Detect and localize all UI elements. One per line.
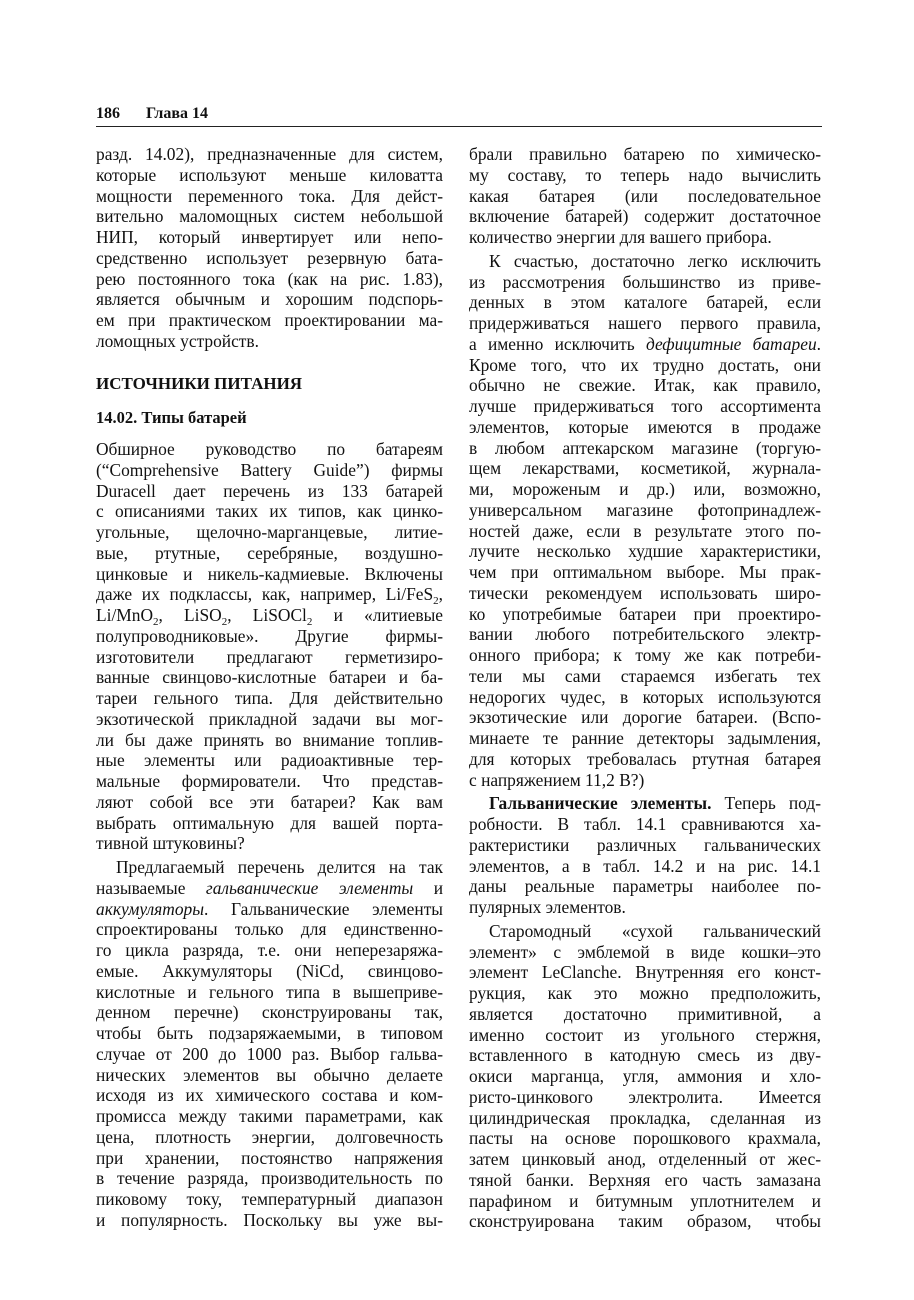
text-line: элемент LeClanche. Внутренняя его конст- xyxy=(469,962,821,983)
paragraph-lines xyxy=(469,355,821,791)
text-line: Старомодный «сухой гальванический xyxy=(489,920,821,941)
text-line: денном перечне) сконструированы так, xyxy=(96,1002,443,1023)
text-line: даны реальные параметры наиболее по- xyxy=(469,876,821,897)
text-line: емые. Аккумуляторы (NiCd, свинцово- xyxy=(96,960,443,981)
text-line: разд. 14.02), предназначенные для систем, xyxy=(96,144,443,164)
text-line: элементов, которые имеются в продаже xyxy=(469,416,821,437)
paragraph-galvanic-cells xyxy=(469,793,821,918)
text-line: ко употребимые батареи при проектиро- xyxy=(469,603,821,624)
text-line: тели мы сами стараемся избегать тех xyxy=(469,665,821,686)
text-line: Li/MnO$_2$, LiSO$_2$, LiSOCl$_2$ и «литиевые xyxy=(96,605,443,628)
text-line: которые используют меньше киловатта xyxy=(96,164,443,185)
text-line: лучите несколько худшие характеристики, xyxy=(469,541,821,562)
text-line: го цикла разряда, т.е. они неперезаряжа- xyxy=(96,940,443,960)
text-line: в течение разряда, производительность по xyxy=(96,1168,443,1189)
text-line: экзотические или дорогие батареи. (Вспо- xyxy=(469,707,821,728)
text-line: вые, ртутные, серебряные, воздушно- xyxy=(96,542,443,563)
text-line: чтобы быть подзаряжаемыми, в типовом xyxy=(96,1023,443,1043)
text-line: сконструирована таким образом, чтобы xyxy=(469,1211,821,1232)
text-line: денных в этом каталоге батарей, если xyxy=(469,292,821,313)
text-line: экзотической прикладной задачи вы мог- xyxy=(96,708,443,729)
text-line: Предлагаемый перечень делится на так xyxy=(116,857,443,877)
text-line: мощности переменного тока. Для дейст- xyxy=(96,185,443,206)
text-line: с напряжением 11,2 В?) xyxy=(469,769,645,790)
chapter-title: Глава 14 xyxy=(146,105,208,122)
text-line: выбрать оптимальную для вашей порта- xyxy=(96,812,443,833)
text-line: окиси марганца, угля, аммония и хло- xyxy=(469,1066,821,1086)
text-line: является достаточно примитивной, а xyxy=(469,1003,821,1024)
text-line: кислотные и гельного типа в вышеприве- xyxy=(96,981,443,1002)
text-line: придерживаться нашего первого правила, xyxy=(469,313,821,333)
running-header xyxy=(96,104,822,127)
text-line: вительно маломощных систем небольшой xyxy=(96,206,443,227)
text-line: тареи гельного типа. Для действительно xyxy=(96,688,443,708)
paragraph-continued xyxy=(469,144,821,248)
text-line: является обычным и хорошим подспорь- xyxy=(96,289,443,310)
text-line: цилиндрическая прокладка, сделанная из xyxy=(469,1107,821,1128)
text-line: лучше придерживаться того ассортимента xyxy=(469,396,821,416)
text-line: пасты на основе порошкового крахмала, xyxy=(469,1128,821,1149)
text-line: онного прибора; к тому же как потреби- xyxy=(469,645,821,665)
paragraph-battery-guide xyxy=(96,439,443,854)
text-line: му составу, то теперь надо вычислить xyxy=(469,164,821,185)
text-line: Duracell дает перечень из 133 батарей xyxy=(96,480,443,501)
text-line: мальные формирователи. Что представ- xyxy=(96,771,443,791)
text-line: щем лекарствами, косметикой, журнала- xyxy=(469,458,821,479)
subsection-heading: 14.02. Типы батарей xyxy=(96,408,247,428)
text-line: цинковые и никель-кадмиевые. Включены xyxy=(96,563,443,584)
text-line: ли бы даже принять во внимание топлив- xyxy=(96,729,443,750)
text-line: ломощных устройств. xyxy=(96,330,259,351)
text-line: Обширное руководство по батареям xyxy=(96,439,443,459)
paragraph-cell-types xyxy=(96,857,443,1231)
text-line: ляют собой все эти батареи? Как вам xyxy=(96,791,443,812)
text-line: нических элементов вы обычно делаете xyxy=(96,1064,443,1085)
text-line: ностей даже, если в результате этого по- xyxy=(469,520,821,541)
text-line: ристо-цинкового электролита. Имеется xyxy=(469,1086,821,1107)
text-line: с описаниями таких их типов, как цинко- xyxy=(96,501,443,522)
text-line: при хранении, постоянство напряжения xyxy=(96,1147,443,1168)
text-line: какая батарея (или последовательное xyxy=(469,185,821,206)
text-line: Гальванические элементы. Теперь под- xyxy=(489,793,821,814)
text-line: Кроме того, что их трудно достать, они xyxy=(469,354,821,375)
text-line: для которых требовалась ртутная батарея xyxy=(469,748,821,769)
text-line: затем цинковый анод, отделенный от жес- xyxy=(469,1149,821,1169)
text-line: НИП, который инвертирует или непо- xyxy=(96,227,443,247)
paragraph-lines xyxy=(469,251,821,334)
paragraph-lines xyxy=(96,626,443,854)
text-line: вании любого потребительского электр- xyxy=(469,624,821,645)
text-line: и популярность. Поскольку вы уже вы- xyxy=(96,1209,443,1230)
text-line: включение батарей) содержит достаточное xyxy=(469,206,821,227)
text-line: пулярных элементов. xyxy=(469,897,626,917)
text-line: минаете те ранние детекторы задымления, xyxy=(469,728,821,748)
text-line: спроектированы только для единственно- xyxy=(96,919,443,940)
text-line: элемент» с эмблемой в виде кошки–это xyxy=(469,941,821,962)
text-line: количество энергии для вашего прибора. xyxy=(469,227,772,247)
paragraph-lines xyxy=(469,814,821,918)
page-number: 186 xyxy=(96,105,120,122)
text-line: ванные свинцово-кислотные батареи и ба- xyxy=(96,667,443,688)
text-line: брали правильно батарею по химическо- xyxy=(469,144,821,164)
text-line: недорогих чудес, в которых используются xyxy=(469,686,821,707)
text-line: изготовители предлагают герметизиро- xyxy=(96,646,443,667)
text-line: аккумуляторы. Гальванические элементы xyxy=(96,898,443,919)
text-line: рактеристики различных гальванических xyxy=(469,834,821,855)
text-line: тически рекомендуем использовать широ- xyxy=(469,582,821,603)
text-line: случае от 200 до 1000 раз. Выбор гальва- xyxy=(96,1043,443,1064)
text-line: универсальном магазине фотопринадлеж- xyxy=(469,499,821,520)
text-line: именно состоит из угольного стержня, xyxy=(469,1024,821,1045)
text-line: парафином и битумным уплотнителем и xyxy=(469,1190,821,1211)
left-column xyxy=(96,144,443,1231)
text-line: К счастью, достаточно легко исключить xyxy=(489,250,821,271)
text-line: ные элементы или радиоактивные тер- xyxy=(96,750,443,771)
text-line: полупроводниковые». Другие фирмы- xyxy=(96,625,443,646)
right-column xyxy=(469,144,821,1232)
text-line: вставленного в катодную смесь из дву- xyxy=(469,1045,821,1066)
text-line: из рассмотрения большинство из приве- xyxy=(469,271,821,292)
text-line: называемые гальванические элементы и xyxy=(96,877,443,898)
text-line: в любом аптекарском магазине (торгую- xyxy=(469,437,821,458)
text-line: обычно не свежие. Итак, как правило, xyxy=(469,375,821,396)
text-line: исходя из их химического состава и ком- xyxy=(96,1085,443,1106)
text-line: (“Comprehensive Battery Guide”) фирмы xyxy=(96,459,443,480)
paragraph-lines xyxy=(96,919,443,1230)
text-line: ем при практическом проектировании ма- xyxy=(96,310,443,330)
paragraph-lines xyxy=(96,439,443,564)
text-line: рею постоянного тока (как на рис. 1.83), xyxy=(96,268,443,289)
text-line: а именно исключить дефицитные батареи. xyxy=(469,333,821,354)
text-line: промисса между такими параметрами, как xyxy=(96,1106,443,1126)
text-line: пиковому току, температурный диапазон xyxy=(96,1189,443,1209)
paragraph-deficit-batteries xyxy=(469,251,821,791)
text-line: ми, мороженым и др.) или, возможно, xyxy=(469,479,821,499)
text-line: робности. В табл. 14.1 сравниваются ха- xyxy=(469,814,821,834)
text-line: угольные, щелочно-марганцевые, литие- xyxy=(96,522,443,542)
text-line: тяной банки. Верхняя его часть замазана xyxy=(469,1169,821,1190)
text-line: средственно использует резервную бата- xyxy=(96,247,443,268)
text-line: даже их подклассы, как, например, Li/FeS$_2$, xyxy=(96,584,443,608)
section-heading: ИСТОЧНИКИ ПИТАНИЯ xyxy=(96,373,303,393)
paragraph-leclanche xyxy=(469,921,821,1232)
text-line: тивной штуковины? xyxy=(96,833,245,854)
text-line: чем при оптимальном выборе. Мы прак- xyxy=(469,562,821,582)
text-line: цена, плотность энергии, долговечность xyxy=(96,1126,443,1147)
paragraph-continued xyxy=(96,144,443,352)
text-line: рукция, как это можно предположить, xyxy=(469,983,821,1003)
text-line: элементов, а в табл. 14.2 и на рис. 14.1 xyxy=(469,855,821,876)
